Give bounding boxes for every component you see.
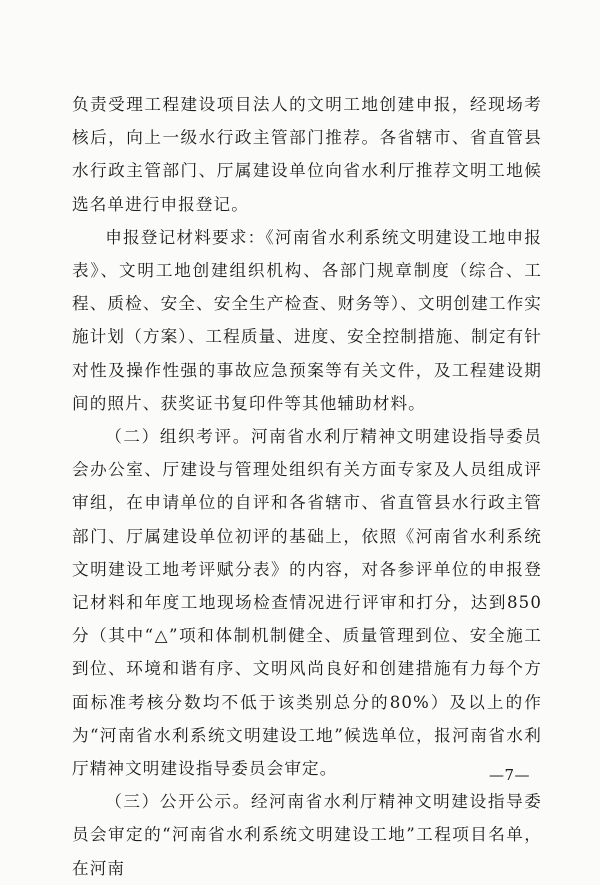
paragraph-continued-declaration: 负责受理工程建设项目法人的文明工地创建申报，经现场考核后，向上一级水行政主管部门推荐。各省辖市、省直管县水行政主管部门、厅属建设单位向省水利厅推荐文明工地候选名单进行申报登记。 bbox=[72, 95, 542, 214]
paragraph-public-announcement: （三）公开公示。经河南省水利厅精神文明建设指导委员会审定的“河南省水利系统文明建设工地”工程项目名单，在河南 bbox=[72, 792, 542, 878]
document-body bbox=[72, 88, 542, 885]
paragraph-organize-evaluation: （二）组织考评。河南省水利厅精神文明建设指导委员会办公室、厅建设与管理处组织有关方面专家及人员组成评审组，在申请单位的自评和各省辖市、省直管县水行政主管部门、厅属建设单位初评的基础上，依照《河南省水利系统文明建设工地考评赋分表》的内容，对各参评单位的申报登记材料和年度工地现场检查情况进行评审和打分，达到850分（其中“△”项和体制机制健全、质量管理到位、安全施工到位、环境和谐有序、文明风尚良好和创建措施有力每个方面标准考核分数均不低于该类别总分的80%）及以上的作为“河南省水利系统文明建设工地”候选单位，报河南省水利厅精神文明建设指导委员会审定。 bbox=[72, 427, 542, 779]
page-number: —7— bbox=[488, 766, 530, 784]
paragraph-material-requirements: 申报登记材料要求：《河南省水利系统文明建设工地申报表》、文明工地创建组织机构、各部门规章制度（综合、工程、质检、安全、安全生产检查、财务等）、文明创建工作实施计划（方案）、工程质量、进度、安全控制措施、制定有针对性及操作性强的事故应急预案等有关文件，及工程建设期间的照片、获奖证书复印件等其他辅助材料。 bbox=[72, 227, 542, 413]
